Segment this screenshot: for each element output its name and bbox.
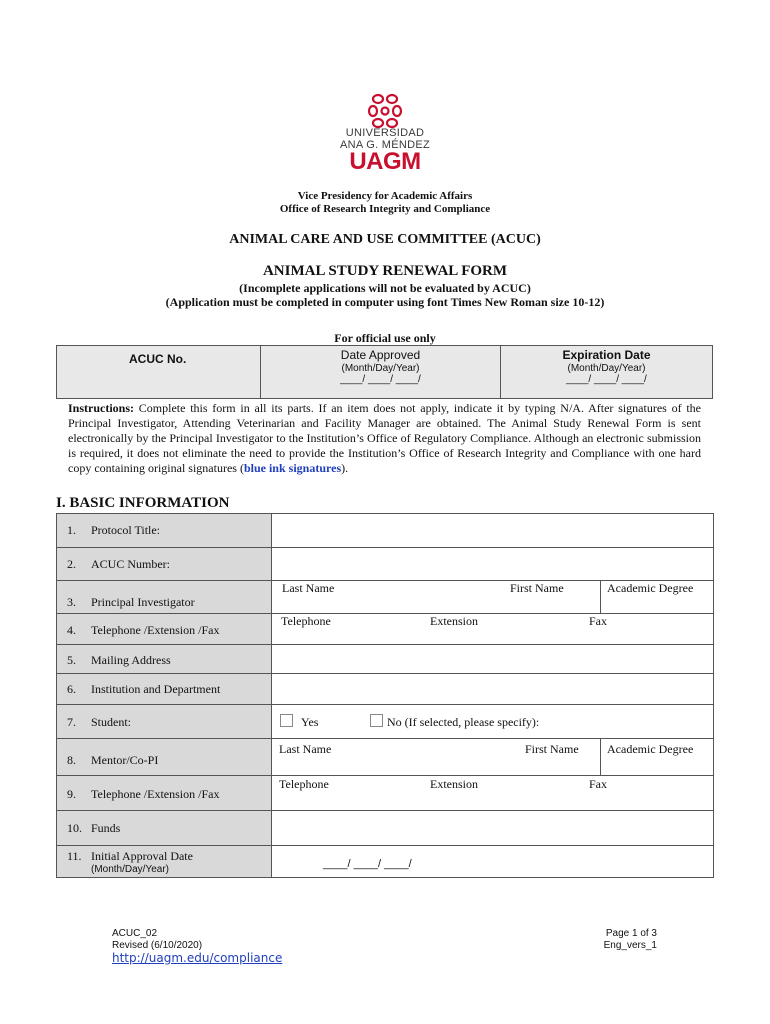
row-label: 8. Mentor/Co-PI <box>57 739 272 775</box>
instructions-label: Instructions: <box>68 401 135 415</box>
initial-approval-date-field[interactable]: ____/ ____/ ____/ <box>323 858 412 870</box>
protocol-title-label: Protocol Title: <box>91 523 161 537</box>
table-row <box>57 673 713 704</box>
row-label: 10. Funds <box>57 811 272 845</box>
pi-telephone-label: Telephone /Extension /Fax <box>91 623 220 637</box>
student-yes-checkbox[interactable] <box>280 714 293 727</box>
funds-field[interactable] <box>273 812 713 845</box>
row-label: 1. Protocol Title: <box>57 514 272 547</box>
mailing-address-field[interactable] <box>273 646 713 673</box>
date-approved-cell[interactable] <box>261 346 501 398</box>
table-row <box>57 775 713 810</box>
mentor-telephone-field[interactable]: Telephone <box>279 777 329 791</box>
principal-investigator-label: Principal Investigator <box>91 595 195 609</box>
date-approved-label: Date Approved <box>340 348 421 362</box>
row-label: 6. Institution and Department <box>57 674 272 704</box>
incomplete-note: (Incomplete applications will not be evaluated by ACUC) <box>239 281 531 295</box>
pi-last-name-field[interactable]: Last Name <box>282 581 335 595</box>
acuc-number-label: ACUC Number: <box>91 557 170 571</box>
table-row <box>57 547 713 580</box>
student-no-checkbox[interactable] <box>370 714 383 727</box>
logo-university: UNIVERSIDAD <box>345 127 425 139</box>
version-label: Eng_vers_1 <box>603 940 657 951</box>
pi-fax-field[interactable]: Fax <box>589 614 607 628</box>
pi-telephone-field[interactable]: Telephone <box>281 614 331 628</box>
mentor-academic-degree-field[interactable]: Academic Degree <box>607 742 694 756</box>
date-approved-blank: ____/ ____/ ____/ <box>340 374 421 385</box>
basic-information-table <box>56 513 714 878</box>
student-yes-label: Yes <box>301 715 319 729</box>
instructions-paragraph <box>68 401 701 476</box>
table-row <box>57 644 713 673</box>
student-no-label: No (If selected, please specify): <box>387 715 540 729</box>
row-label: 7. Student: <box>57 705 272 738</box>
office-name: Office of Research Integrity and Compliance <box>279 203 491 215</box>
student-label: Student: <box>91 715 132 729</box>
expiration-date-cell[interactable] <box>501 346 712 398</box>
row-label: 3. Principal Investigator <box>57 581 272 613</box>
vice-presidency: Vice Presidency for Academic Affairs <box>297 190 473 202</box>
blue-ink-note: blue ink signatures <box>243 461 342 476</box>
row-label: 5. Mailing Address <box>57 645 272 673</box>
table-row <box>57 845 713 877</box>
protocol-title-field[interactable] <box>273 515 713 546</box>
institution-department-field[interactable] <box>273 675 713 704</box>
row-label: 4. Telephone /Extension /Fax <box>57 614 272 644</box>
table-row <box>57 738 713 775</box>
expiration-date-format: (Month/Day/Year) <box>567 363 646 374</box>
initial-approval-date-label: Initial Approval Date <box>91 849 193 863</box>
pi-academic-degree-field[interactable]: Academic Degree <box>607 581 694 595</box>
mentor-fax-field[interactable]: Fax <box>589 777 607 791</box>
section-title: I. BASIC INFORMATION <box>56 495 230 511</box>
initial-approval-date-format: (Month/Day/Year) <box>91 864 169 875</box>
font-note: (Application must be completed in computer using font Times New Roman size 10-12) <box>165 295 605 309</box>
logo-ana-g-mendez: ANA G. MÉNDEZ <box>339 139 431 151</box>
official-use-box <box>56 345 713 399</box>
uagm-logo-mark <box>362 92 408 130</box>
row-label: 11. Initial Approval Date (Month/Day/Year) <box>57 846 272 877</box>
instructions-end: ). <box>341 461 349 476</box>
institution-department-label: Institution and Department <box>91 682 221 696</box>
mentor-extension-field[interactable]: Extension <box>430 777 478 791</box>
mailing-address-label: Mailing Address <box>91 653 171 667</box>
instructions-text: Complete this form in all its parts. If an item does not apply, indicate it by typing N/A. After signatures of the Principal Investigator, Attending Veterinarian and Facility Manager are obtained. The Animal Study Renewal Form is sent electronically by the Principal Investigator to the Institution’s Office of Regulatory Compliance. Although an electronic submission is required, it does not eliminate the need to provide the Institution’s Office of Research Integrity and Compliance with one hard copy containing original signatures ( <box>68 401 701 476</box>
form-code: ACUC_02 <box>112 928 158 939</box>
acuc-number-field[interactable] <box>273 549 713 580</box>
row-label: 2. ACUC Number: <box>57 548 272 580</box>
table-row <box>57 613 713 644</box>
expiration-date-blank: ____/ ____/ ____/ <box>566 374 647 385</box>
committee-title: ANIMAL CARE AND USE COMMITTEE (ACUC) <box>229 232 541 247</box>
revised-date: Revised (6/10/2020) <box>112 940 203 951</box>
pi-first-name-field[interactable]: First Name <box>510 581 564 595</box>
table-row <box>57 580 713 613</box>
compliance-link[interactable]: http://uagm.edu/compliance <box>112 951 283 965</box>
logo-uagm: UAGM <box>349 148 421 175</box>
table-row <box>57 514 713 547</box>
mentor-last-name-field[interactable]: Last Name <box>279 742 332 756</box>
mentor-co-pi-label: Mentor/Co-PI <box>91 753 159 767</box>
form-title: ANIMAL STUDY RENEWAL FORM <box>262 263 508 279</box>
table-row <box>57 704 713 738</box>
date-approved-format: (Month/Day/Year) <box>341 363 420 374</box>
funds-label: Funds <box>91 821 121 835</box>
row-label: 9. Telephone /Extension /Fax <box>57 776 272 810</box>
table-row <box>57 810 713 845</box>
acuc-no-cell <box>57 346 261 398</box>
mentor-first-name-field[interactable]: First Name <box>525 742 579 756</box>
pi-extension-field[interactable]: Extension <box>430 614 478 628</box>
page-number: Page 1 of 3 <box>605 928 657 939</box>
mentor-telephone-label: Telephone /Extension /Fax <box>91 787 220 801</box>
expiration-date-label: Expiration Date <box>562 348 651 362</box>
acuc-no-label: ACUC No. <box>129 352 187 366</box>
official-use-caption: For official use only <box>334 331 436 345</box>
